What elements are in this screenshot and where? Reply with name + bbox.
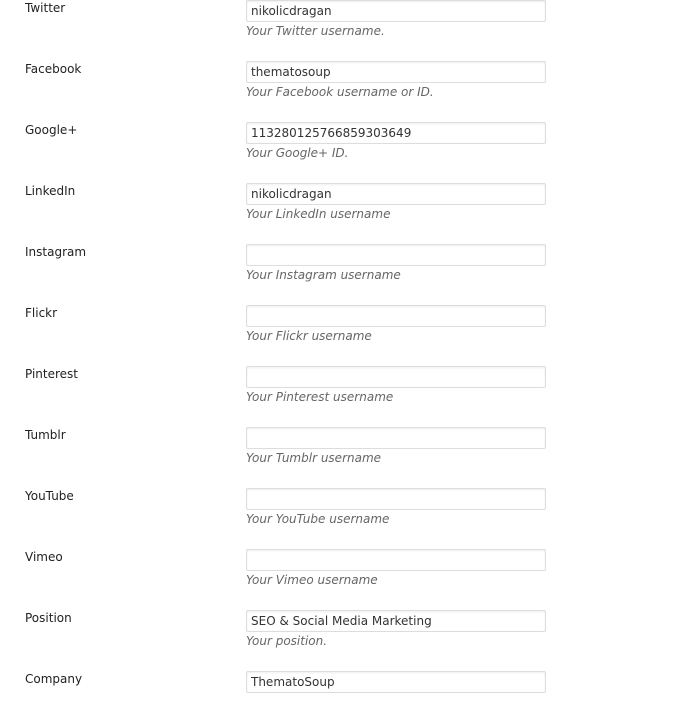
flickr-description: Your Flickr username [246,329,372,343]
position-label: Position [25,611,72,625]
instagram-input[interactable] [246,244,546,266]
instagram-label: Instagram [25,245,87,259]
form-row-tumblr [0,416,680,477]
form-row-vimeo [0,538,680,599]
pinterest-input[interactable] [246,366,546,388]
form-row-position [0,599,680,660]
vimeo-label: Vimeo [25,550,63,564]
pinterest-label: Pinterest [25,367,79,381]
flickr-input[interactable] [246,305,546,327]
tumblr-label: Tumblr [25,428,66,442]
twitter-label: Twitter [25,1,66,15]
company-label: Company [25,672,83,686]
google-plus-input[interactable] [246,122,546,144]
facebook-description: Your Facebook username or ID. [246,85,434,99]
form-row-flickr [0,294,680,355]
vimeo-input[interactable] [246,549,546,571]
form-row-linkedin [0,172,680,233]
linkedin-description: Your LinkedIn username [246,207,391,221]
position-input[interactable] [246,610,546,632]
instagram-description: Your Instagram username [246,268,401,282]
facebook-input[interactable] [246,61,546,83]
form-row-youtube [0,477,680,538]
linkedin-label: LinkedIn [25,184,76,198]
form-row-instagram [0,233,680,294]
form-row-pinterest [0,355,680,416]
youtube-label: YouTube [25,489,74,503]
facebook-label: Facebook [25,62,82,76]
youtube-input[interactable] [246,488,546,510]
vimeo-description: Your Vimeo username [246,573,378,587]
twitter-input[interactable] [246,0,546,22]
form-row-company [0,660,680,721]
google-plus-description: Your Google+ ID. [246,146,349,160]
linkedin-input[interactable] [246,183,546,205]
pinterest-description: Your Pinterest username [246,390,394,404]
flickr-label: Flickr [25,306,58,320]
form-row-google-plus [0,111,680,172]
form-row-facebook [0,50,680,111]
twitter-description: Your Twitter username. [246,24,385,38]
tumblr-input[interactable] [246,427,546,449]
company-input[interactable] [246,671,546,693]
youtube-description: Your YouTube username [246,512,390,526]
position-description: Your position. [246,634,328,648]
tumblr-description: Your Tumblr username [246,451,382,465]
form-row-twitter [0,0,680,50]
google-plus-label: Google+ [25,123,78,137]
